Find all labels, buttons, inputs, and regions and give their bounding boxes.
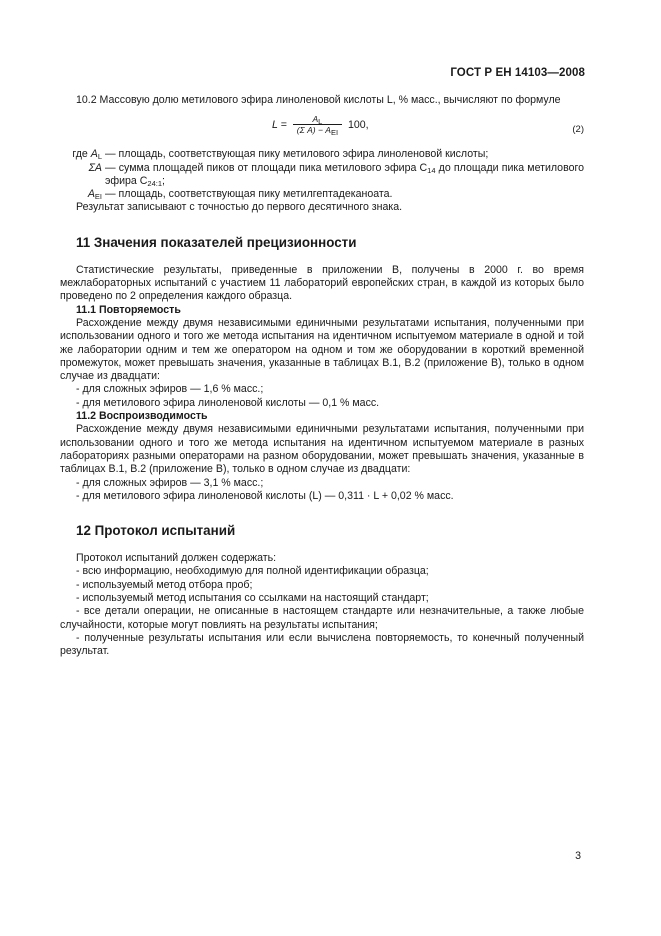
list-item: - для сложных эфиров — 1,6 % масс.; — [76, 383, 264, 396]
definition-item: ΣA — сумма площадей пиков от площади пика метилового эфира $C_{14}$ до площади пика метилового эфира $C_{24:1}$; — [88, 161, 584, 188]
result-note: Результат записывают с точностью до первого десятичного знака. — [76, 201, 403, 214]
clause-11-2-heading: 11.2 Воспроизводимость — [76, 410, 208, 423]
list-item: - полученные результаты испытания или если вычислена повторяемость, то конечный полученный результат. — [60, 631, 584, 658]
formula-fraction — [293, 114, 342, 136]
section-11-intro: Статистические результаты, приведенные в приложении В, получены в 2000 г. во время межлабораторных испытаний с участием 11 лабораторий европейских стран, в каждой из которых было проведено по 2 определения каждого образца. — [60, 263, 584, 303]
section-12-heading: 12 Протокол испытаний — [76, 523, 236, 539]
list-item: - для метилового эфира линоленовой кислоты — 0,1 % масс. — [76, 396, 380, 409]
clause-11-2-text: Расхождение между двумя независимыми единичными результатами испытания, полученными при использовании одного и того же метода испытания на идентичном испытуемом материале в разных лабораториях разными операторами на разном оборудовании, может превышать значения, указанные в таблицах В.1, В.2 (приложение В), только в одном случае из двадцати: — [60, 423, 584, 476]
formula-2 — [60, 110, 584, 146]
section-12-intro: Протокол испытаний должен содержать: — [76, 552, 277, 565]
formula-factor: 100, — [348, 118, 369, 131]
definition-item: где $A_L$ — площадь, соответствующая пику метилового эфира линоленовой кислоты; — [72, 148, 489, 162]
clause-10-2: 10.2 Массовую долю метилового эфира линоленовой кислоты L, % масс., вычисляют по формуле — [76, 94, 561, 106]
list-item: - используемый метод испытания со ссылками на настоящий стандарт; — [76, 592, 429, 605]
definition-item: $A_{EI}$ — площадь, соответствующая пику метилгептадеканоата. — [87, 188, 393, 202]
formula-denominator: (Σ A) − AEI — [296, 125, 339, 138]
clause-11-1-heading: 11.1 Повторяемость — [76, 303, 181, 316]
list-item: - все детали операции, не описанные в настоящем стандарте или незначительные, а также любые случайности, которые могут повлиять на результаты испытания; — [60, 605, 584, 631]
list-item: - для метилового эфира линоленовой кислоты (L) — 0,311 · L + 0,02 % масс. — [76, 489, 454, 502]
formula-numerator: AL — [293, 114, 342, 125]
section-11-heading: 11 Значения показателей прецизионности — [76, 234, 357, 250]
page-content — [60, 94, 584, 659]
list-item: - используемый метод отбора проб; — [76, 578, 253, 591]
page-number: 3 — [575, 850, 581, 862]
clause-11-1-text: Расхождение между двумя независимыми единичными результатами испытания, полученными при использовании одного и того же метода испытания на идентичном испытуемом материале в одной и той же лаборатории одним и тем же оператором на одном и том же оборудовании в короткий временной промежуток, может превышать значения, указанные в таблицах В.1, В.2 (приложение В), только в одном случае из двадцати: — [60, 316, 584, 383]
formula-lhs: L = — [272, 118, 287, 131]
list-item: - для сложных эфиров — 3,1 % масс.; — [76, 476, 264, 489]
list-item: - всю информацию, необходимую для полной идентификации образца; — [76, 565, 429, 578]
variable-definitions — [60, 148, 584, 201]
document-header: ГОСТ Р ЕН 14103—2008 — [450, 67, 585, 79]
equation-number: (2) — [572, 124, 584, 136]
